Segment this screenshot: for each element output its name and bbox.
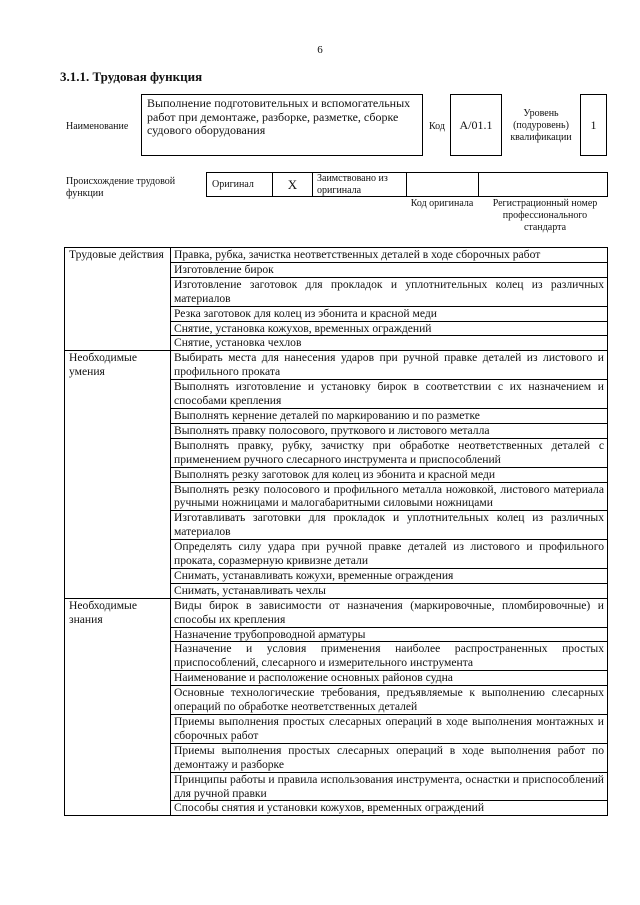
item-cell: Правка, рубка, зачистка неответственных деталей в ходе сборочных работ	[171, 248, 608, 263]
item-cell: Снятие, установка чехлов	[171, 336, 608, 351]
item-cell: Назначение и условия применения наиболее распространенных простых приспособлений, слесарного и измерительного инструмента	[171, 642, 608, 671]
item-cell: Изготавливать заготовки для прокладок и уплотнительных колец из различных материалов	[171, 511, 608, 540]
table-row	[65, 598, 608, 627]
item-cell: Изготовление бирок	[171, 262, 608, 277]
item-cell: Определять силу удара при ручной правке деталей из листового и профильного проката, соразмерную кривизне детали	[171, 540, 608, 569]
code-label: Код	[429, 121, 445, 132]
table-row	[65, 351, 608, 380]
origin-borrowed-cell	[313, 173, 407, 196]
function-table-body	[65, 248, 608, 816]
origin-label: Происхождение трудовой функции	[66, 176, 176, 199]
item-cell: Выполнять правку, рубку, зачистку при обработке неответственных деталей с применением ручного слесарного инструмента и приспособлений	[171, 438, 608, 467]
item-cell: Виды бирок в зависимости от назначения (маркировочные, пломбировочные) и способы их крепления	[171, 598, 608, 627]
category-cell: Трудовые действия	[65, 248, 171, 351]
origin-reg-cell	[479, 173, 607, 196]
origin-original-cell	[207, 173, 273, 196]
item-cell: Выполнять кернение деталей по маркированию и по разметке	[171, 408, 608, 423]
original-label: Оригинал	[212, 179, 254, 190]
function-table	[64, 247, 608, 816]
borrowed-label: Заимствовано из оригинала	[317, 173, 388, 196]
item-cell: Способы снятия и установки кожухов, временных ограждений	[171, 801, 608, 816]
page-number: 6	[317, 44, 323, 56]
original-mark-cell: Х	[273, 173, 313, 196]
item-cell: Снимать, устанавливать кожухи, временные ограждения	[171, 568, 608, 583]
item-cell: Выполнять правку полосового, пруткового и листового металла	[171, 423, 608, 438]
origin-row	[206, 172, 608, 197]
table-row	[65, 248, 608, 263]
item-cell: Резка заготовок для колец из эбонита и красной меди	[171, 306, 608, 321]
category-cell: Необходимые умения	[65, 351, 171, 598]
item-cell: Снимать, устанавливать чехлы	[171, 583, 608, 598]
code-value-box: А/01.1	[450, 94, 502, 156]
reg-number-caption: Регистрационный номер профессионального стандарта	[492, 198, 598, 233]
item-cell: Выполнять резку заготовок для колец из эбонита и красной меди	[171, 467, 608, 482]
level-label: Уровень (подуровень) квалификации	[510, 108, 572, 143]
origin-code-cell	[407, 173, 479, 196]
section-title: 3.1.1. Трудовая функция	[60, 69, 203, 84]
item-cell: Изготовление заготовок для прокладок и уплотнительных колец из различных материалов	[171, 277, 608, 306]
function-name-box: Выполнение подготовительных и вспомогательных работ при демонтаже, разборке, разметке, сборке судового оборудования	[141, 94, 423, 156]
item-cell: Приемы выполнения простых слесарных операций в ходе выполнения монтажных и сборочных работ	[171, 715, 608, 744]
item-cell: Выбирать места для нанесения ударов при ручной правке деталей из листового и профильного проката	[171, 351, 608, 380]
category-cell: Необходимые знания	[65, 598, 171, 816]
item-cell: Выполнять изготовление и установку бирок в соответствии с их назначением и способами крепления	[171, 380, 608, 409]
item-cell: Наименование и расположение основных районов судна	[171, 671, 608, 686]
item-cell: Выполнять резку полосового и профильного металла ножовкой, листового материала ручными ножницами и малогабаритными силовыми ножницами	[171, 482, 608, 511]
item-cell: Принципы работы и правила использования инструмента, оснастки и приспособлений для ручной правки	[171, 772, 608, 801]
level-value-box: 1	[580, 94, 607, 156]
name-label: Наименование	[66, 121, 129, 132]
item-cell: Основные технологические требования, предъявляемые к выполнению слесарных операций по обработке неответственных деталей	[171, 686, 608, 715]
item-cell: Снятие, установка кожухов, временных ограждений	[171, 321, 608, 336]
item-cell: Приемы выполнения простых слесарных операций в ходе выполнения работ по демонтажу и разборке	[171, 743, 608, 772]
item-cell: Назначение трубопроводной арматуры	[171, 627, 608, 642]
code-original-caption: Код оригинала	[410, 198, 474, 209]
